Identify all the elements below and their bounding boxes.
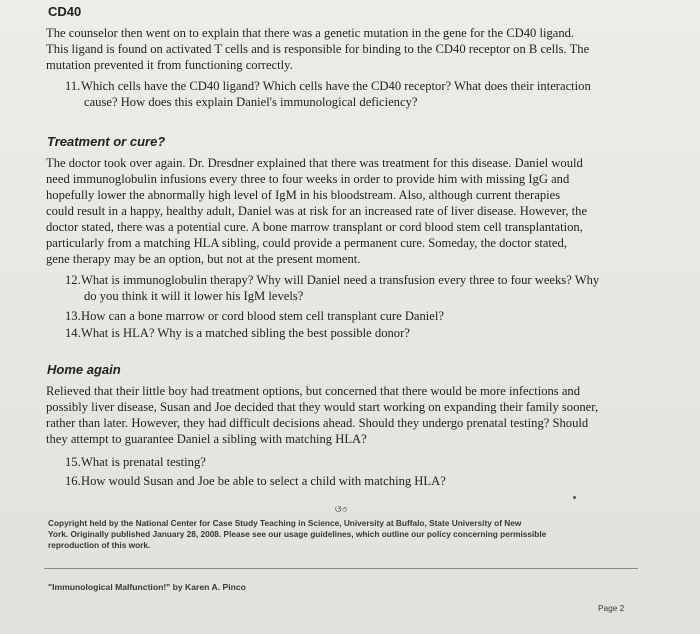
section-heading-treatment: Treatment or cure? [47, 134, 166, 149]
question-number: 15. [65, 455, 81, 469]
page-number: Page 2 [598, 603, 625, 613]
home-again-line: they attempt to guarantee Daniel a sibling with matching HLA? [46, 432, 367, 446]
question-15 [65, 454, 206, 470]
question-text: Which cells have the CD40 ligand? Which cells have the CD40 receptor? What does their interaction [81, 79, 591, 93]
question-13 [65, 308, 444, 324]
question-number: 12. [65, 273, 81, 287]
treatment-line: hopefully lower the abnormally high level of IgM in his bloodstream. Also, although current therapies [46, 188, 561, 202]
treatment-line: particularly from a matching HLA sibling, could provide a permanent cure. Someday, the doctor stated, [46, 236, 567, 250]
treatment-line: gene therapy may be an option, but not at the present moment. [46, 252, 361, 266]
question-11 [65, 78, 591, 94]
question-12-cont: do you think it will it lower his IgM levels? [84, 289, 304, 303]
treatment-line: need immunoglobulin infusions every three to four weeks in order to provide him with missing IgG and [46, 172, 570, 186]
question-16 [65, 473, 446, 489]
treatment-line: The doctor took over again. Dr. Dresdner explained that there was treatment for this disease. Daniel would [46, 156, 583, 170]
question-number: 13. [65, 309, 81, 323]
case-id: CD40 [48, 4, 82, 19]
stray-mark [573, 496, 576, 499]
question-text: How would Susan and Joe be able to select a child with matching HLA? [81, 474, 446, 488]
question-text: How can a bone marrow or cord blood stem cell transplant cure Daniel? [81, 309, 444, 323]
home-again-line: rather than later. However, they had difficult decisions ahead. Should they undergo prenatal testing? Should [46, 416, 589, 430]
question-14 [65, 325, 410, 341]
footer-title: "Immunological Malfunction!" by Karen A. Pinco [48, 582, 246, 592]
treatment-line: could result in a happy, healthy adult, Daniel was at risk for an increased rate of liver disease. However, the [46, 204, 588, 218]
intro-line: The counselor then went on to explain that there was a genetic mutation in the gene for the CD40 ligand. [46, 26, 575, 40]
ornament-glyph: ଓ৩ [335, 504, 348, 514]
treatment-line: doctor stated, there was a potential cure. A bone marrow transplant or cord blood stem cell transplantation, [46, 220, 583, 234]
question-12 [65, 272, 599, 288]
copyright-line: Copyright held by the National Center for Case Study Teaching in Science, University at Buffalo, State University of New [48, 518, 522, 528]
footer-divider [44, 568, 638, 569]
question-text: What is immunoglobulin therapy? Why will Daniel need a transfusion every three to four weeks? Why [81, 273, 600, 287]
home-again-line: possibly liver disease, Susan and Joe decided that they would start working on expanding their family sooner, [46, 400, 599, 414]
home-again-line: Relieved that their little boy had treatment options, but concerned that there would be more infections and [46, 384, 581, 398]
intro-line: This ligand is found on activated T cells and is responsible for binding to the CD40 receptor on B cells. The [46, 42, 590, 56]
copyright-line: York. Originally published January 28, 2008. Please see our usage guidelines, which outline our policy concerning permissible [48, 529, 547, 539]
question-text: What is prenatal testing? [81, 455, 206, 469]
question-number: 11. [65, 79, 81, 93]
question-text: What is HLA? Why is a matched sibling the best possible donor? [81, 326, 410, 340]
copyright-line: reproduction of this work. [48, 540, 151, 550]
question-number: 14. [65, 326, 81, 340]
intro-line: mutation prevented it from functioning correctly. [46, 58, 293, 72]
question-11-cont: cause? How does this explain Daniel's immunological deficiency? [84, 95, 418, 109]
question-number: 16. [65, 474, 81, 488]
section-heading-home-again: Home again [47, 362, 121, 377]
